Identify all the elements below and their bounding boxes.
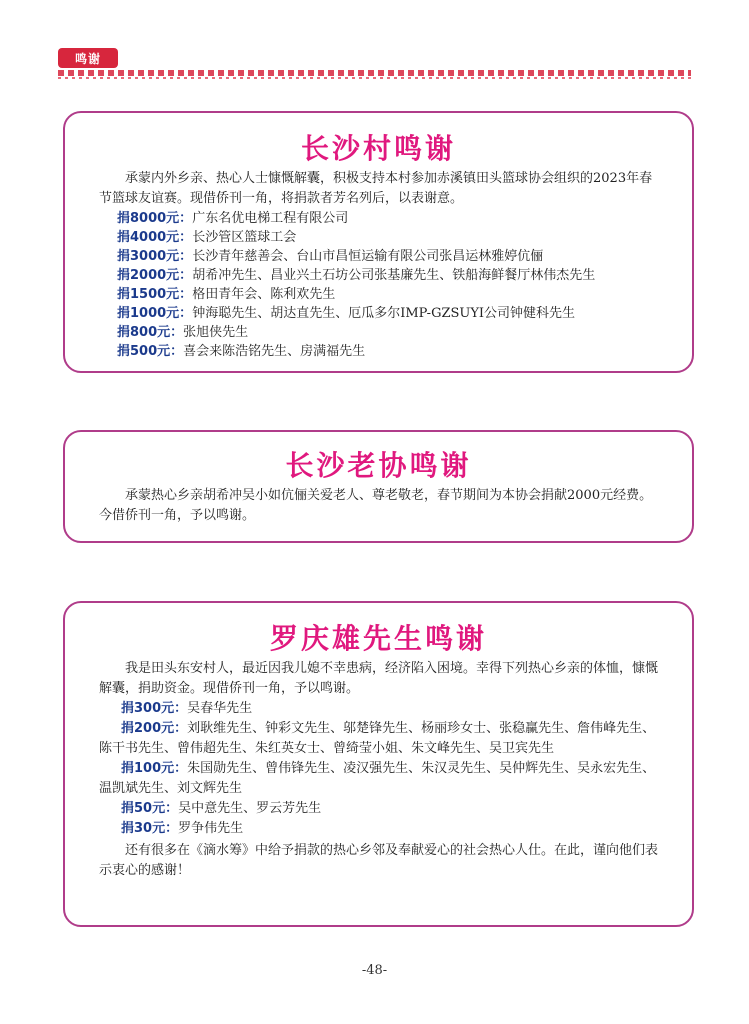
header-divider: [58, 70, 691, 76]
donation-amount: 捐800元：: [117, 325, 184, 340]
donation-amount: 捐300元：: [121, 701, 188, 716]
donor-names: 刘耿维先生、钟彩文先生、邬楚锋先生、杨丽珍女士、张稳赢先生、詹伟峰先生、陈干书先生、曾伟超先生、朱红英女士、曾绮莹小姐、朱文峰先生、吴卫宾先生: [99, 721, 656, 756]
page-number: -48-: [361, 963, 388, 978]
donation-list: [65, 209, 692, 361]
donation-row: [117, 266, 664, 285]
donation-row: [99, 799, 664, 819]
donation-row: [117, 285, 664, 304]
donor-names: 长沙管区篮球工会: [192, 230, 297, 245]
donation-amount: 捐2000元：: [117, 268, 193, 283]
donor-names: 吴春华先生: [187, 701, 253, 716]
donation-amount: 捐500元：: [117, 344, 184, 359]
donor-names: 格田青年会、陈利欢先生: [192, 287, 336, 302]
section-intro: 我是田头东安村人，最近因我儿媳不幸患病，经济陷入困境。幸得下列热心乡亲的体恤，慷慨解囊，捐助资金。现借侨刊一角，予以鸣谢。: [99, 661, 659, 696]
donation-amount: 捐3000元：: [117, 249, 193, 264]
donation-row: [99, 699, 664, 719]
donation-amount: 捐100元：: [121, 761, 188, 776]
donation-amount: 捐200元：: [121, 721, 188, 736]
section-changsha-village: [63, 111, 694, 373]
donation-amount: 捐1000元：: [117, 306, 193, 321]
donation-amount: 捐50元：: [121, 801, 179, 816]
donation-row: [99, 719, 664, 759]
donor-names: 喜会来陈浩铭先生、房满福先生: [183, 344, 366, 359]
section-title: 长沙老协鸣谢: [285, 449, 472, 482]
donor-names: 吴中意先生、罗云芳先生: [178, 801, 322, 816]
section-luo-qingxiong: [63, 601, 694, 927]
donation-row: [117, 342, 664, 361]
section-text: 承蒙热心乡亲胡希冲吴小如伉俪关爱老人、尊老敬老，春节期间为本协会捐献2000元经费。今借侨刊一角，予以鸣谢。: [99, 488, 653, 523]
donor-names: 张旭侠先生: [183, 325, 249, 340]
donation-row: [117, 304, 664, 323]
donation-amount: 捐4000元：: [117, 230, 193, 245]
donation-amount: 捐30元：: [121, 821, 179, 836]
donation-list: [65, 699, 692, 839]
donation-row: [117, 323, 664, 342]
donation-row: [117, 209, 664, 228]
donation-amount: 捐1500元：: [117, 287, 193, 302]
donation-row: [117, 247, 664, 266]
donor-names: 广东名优电梯工程有限公司: [192, 211, 349, 226]
donor-names: 罗争伟先生: [178, 821, 244, 836]
donation-row: [99, 759, 664, 799]
donation-row: [117, 228, 664, 247]
section-elderly-association: [63, 430, 694, 543]
donation-row: [99, 819, 664, 839]
section-title: 罗庆雄先生鸣谢: [269, 622, 487, 655]
section-intro: 承蒙内外乡亲、热心人士慷慨解囊，积极支持本村参加赤溪镇田头篮球协会组织的2023年春节篮球友谊赛。现借侨刊一角，将捐款者芳名列后，以表谢意。: [99, 171, 653, 206]
donor-names: 长沙青年慈善会、台山市昌恒运输有限公司张昌运林雅婷伉俪: [192, 249, 544, 264]
donation-amount: 捐8000元：: [117, 211, 193, 226]
donor-names: 朱国勋先生、曾伟锋先生、凌汉强先生、朱汉灵先生、吴仲辉先生、吴永宏先生、温凯斌先生、刘文辉先生: [99, 761, 656, 796]
section-title: 长沙村鸣谢: [300, 132, 456, 165]
section-tab: 鸣谢: [58, 48, 118, 68]
donor-names: 钟海聪先生、胡达直先生、厄瓜多尔IMP-GZSUYI公司钟健科先生: [192, 306, 576, 321]
closing-text: 还有很多在《滴水筹》中给予捐款的热心乡邻及奉献爱心的社会热心人仕。在此，谨向他们表示衷心的感谢！: [99, 843, 659, 878]
header-divider-secondary: [58, 77, 691, 79]
donor-names: 胡希冲先生、昌业兴土石坊公司张基廉先生、铁船海鲜餐厅林伟杰先生: [192, 268, 596, 283]
